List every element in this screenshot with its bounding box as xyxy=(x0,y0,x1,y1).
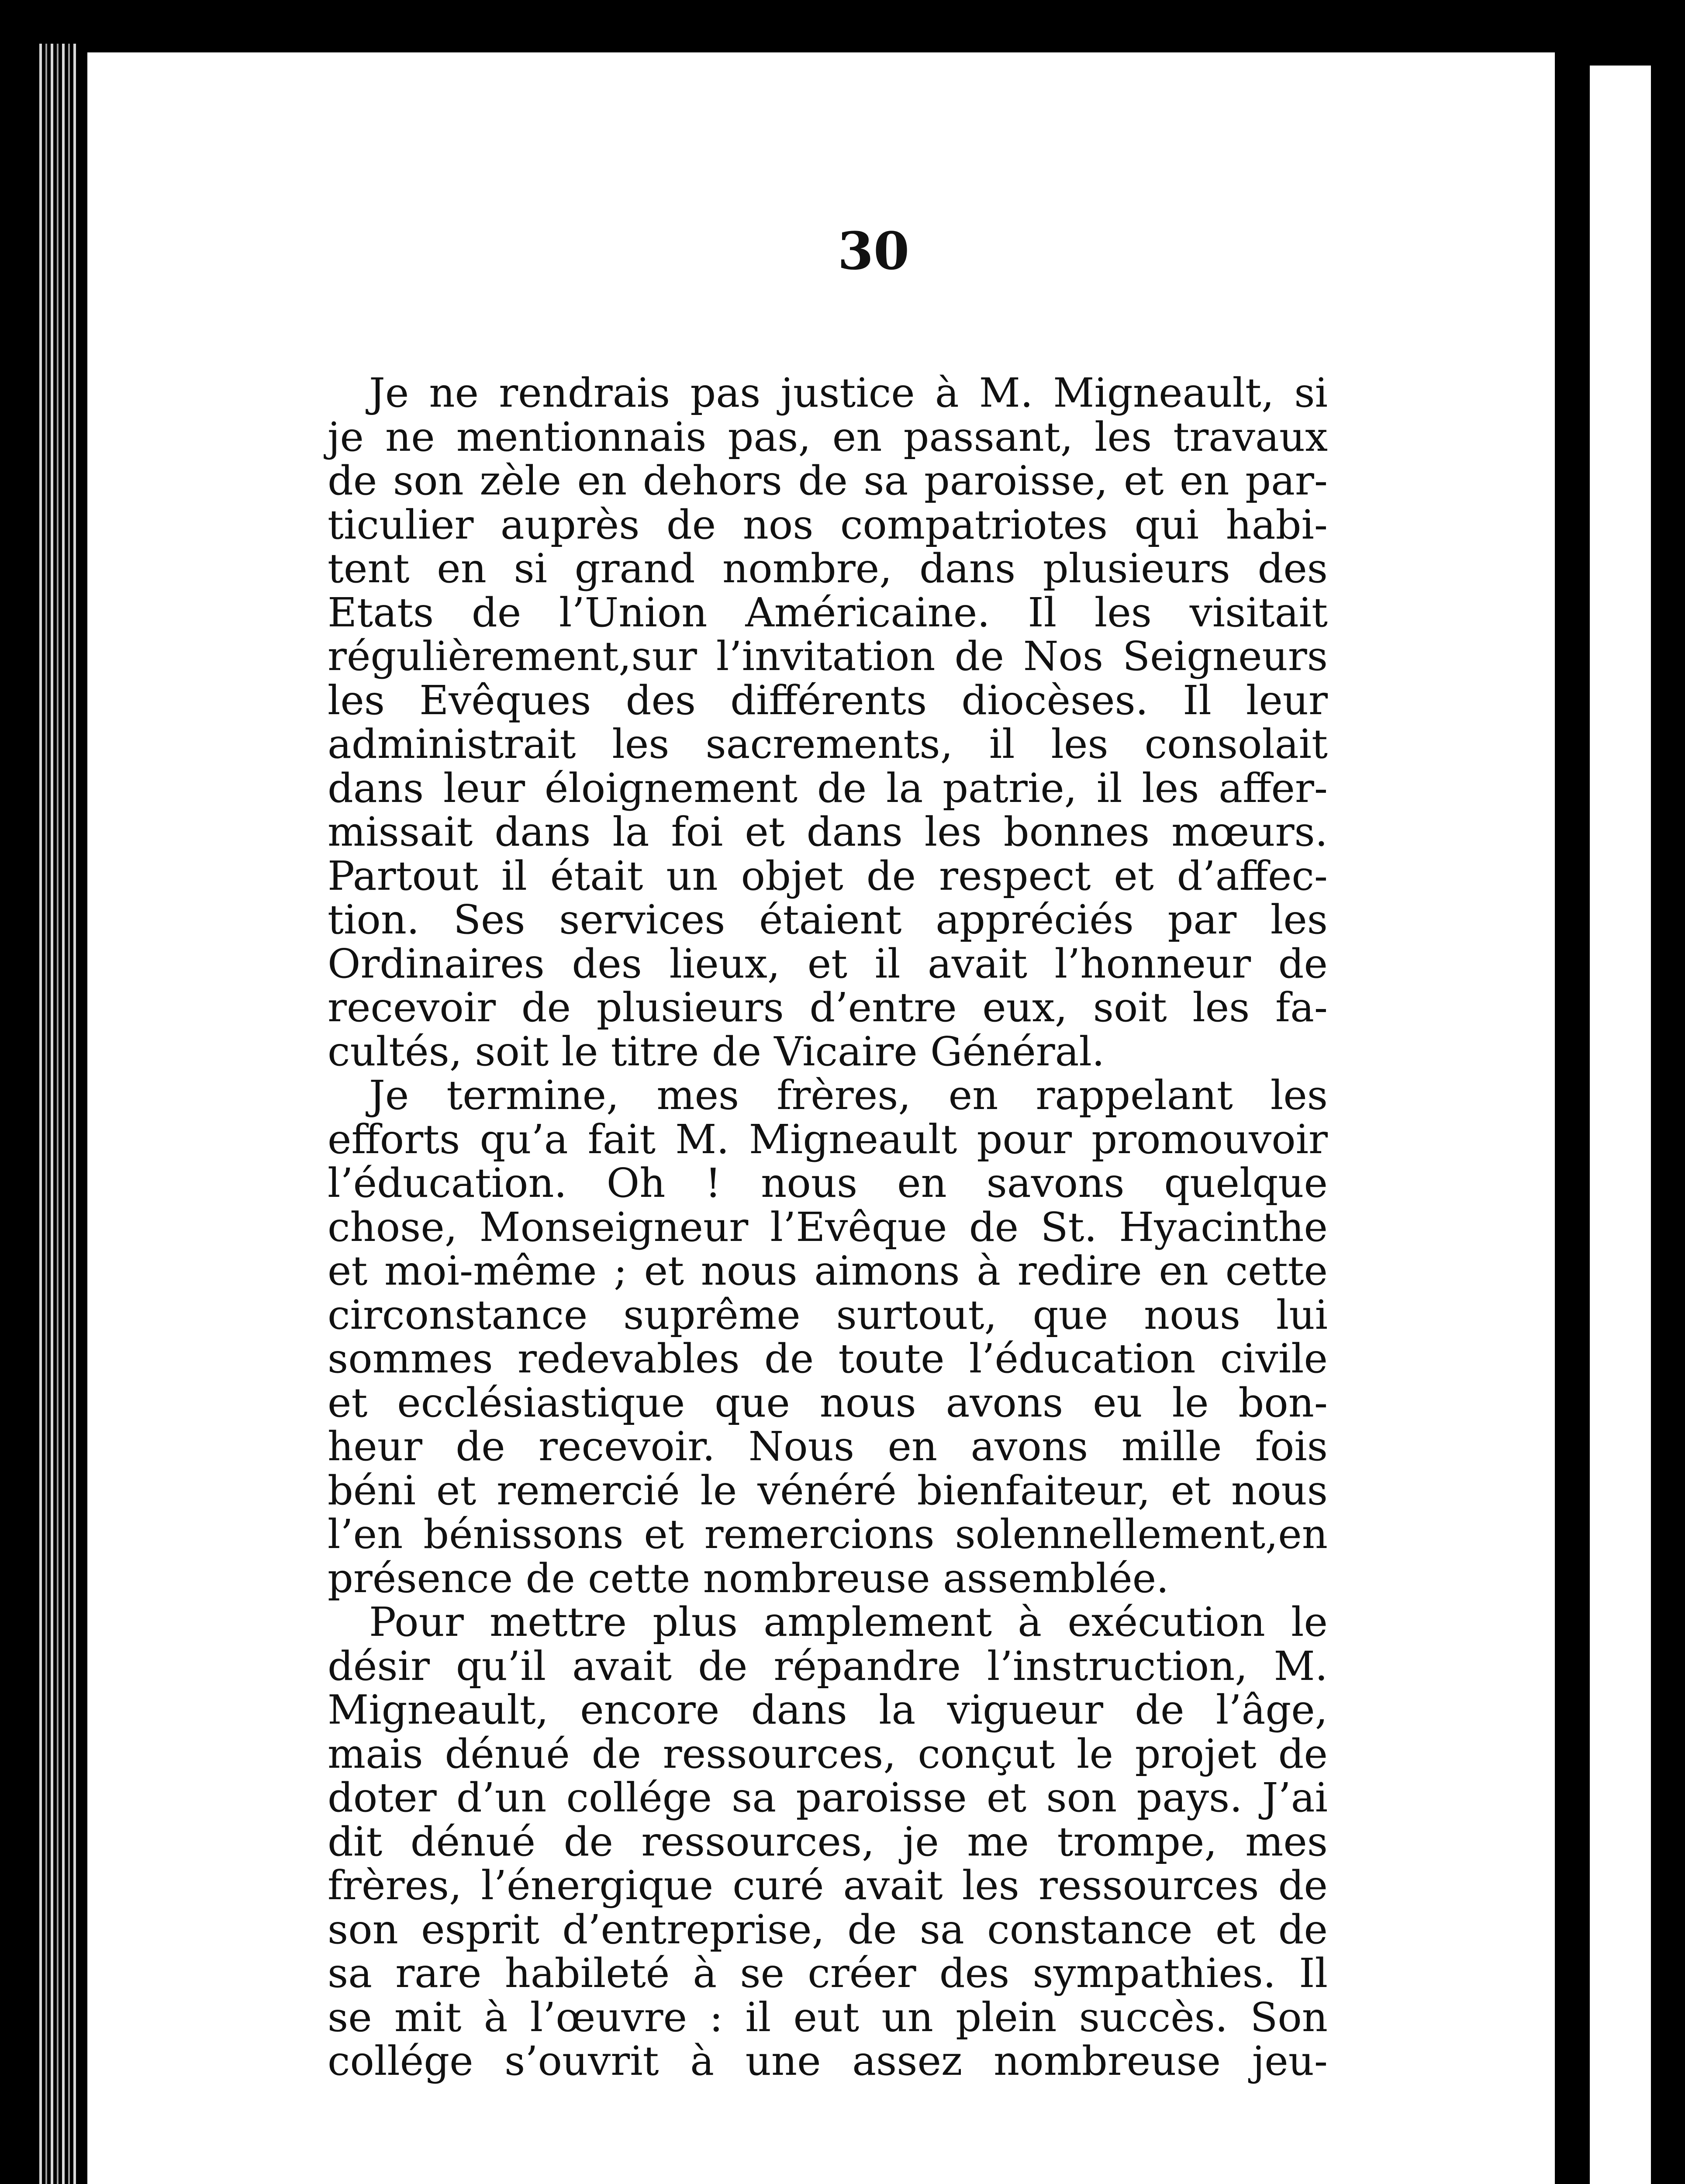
text-line: Ordinaires des lieux, et il avait l’honneur de xyxy=(328,940,1328,987)
text-line: béni et remercié le vénéré bienfaiteur, et nous xyxy=(328,1467,1328,1514)
page-number: 30 xyxy=(837,221,910,281)
page-body-text xyxy=(328,371,1328,2084)
text-line: Migneault, encore dans la vigueur de l’âge, xyxy=(328,1686,1328,1733)
text-line: sa rare habileté à se créer des sympathies. Il xyxy=(328,1950,1328,1997)
text-line: circonstance suprême surtout, que nous lui xyxy=(328,1291,1328,1338)
text-line: recevoir de plusieurs d’entre eux, soit les fa- xyxy=(328,984,1328,1031)
text-line: tent en si grand nombre, dans plusieurs des xyxy=(328,545,1328,592)
text-line: mais dénué de ressources, conçut le projet de xyxy=(328,1730,1328,1777)
text-line: cultés, soit le titre de Vicaire Général. xyxy=(328,1028,1105,1075)
text-line: son esprit d’entreprise, de sa constance et de xyxy=(328,1906,1328,1953)
text-line: missait dans la foi et dans les bonnes mœurs. xyxy=(328,809,1328,855)
text-line: régulièrement,sur l’invitation de Nos Seigneurs xyxy=(328,633,1328,680)
text-line: de son zèle en dehors de sa paroisse, et en par- xyxy=(328,457,1328,504)
page-left-edge-shadow xyxy=(39,44,79,2184)
text-line: présence de cette nombreuse assemblée. xyxy=(328,1555,1169,1602)
text-line: doter d’un collége sa paroisse et son pays. J’ai xyxy=(328,1774,1328,1821)
text-line: se mit à l’œuvre : il eut un plein succès. Son xyxy=(328,1994,1328,2041)
text-line: et ecclésiastique que nous avons eu le bon- xyxy=(328,1379,1328,1426)
text-line: collége s’ouvrit à une assez nombreuse jeu- xyxy=(328,2038,1328,2084)
text-line: tion. Ses services étaient appréciés par les xyxy=(328,896,1328,943)
text-line: ticulier auprès de nos compatriotes qui habi- xyxy=(328,501,1328,548)
adjacent-page-edge xyxy=(1590,66,1651,2184)
text-line: administrait les sacrements, il les consolait xyxy=(328,721,1328,767)
text-line: Je termine, mes frères, en rappelant les xyxy=(369,1072,1328,1119)
text-line: efforts qu’a fait M. Migneault pour promouvoir xyxy=(328,1116,1328,1163)
text-line: je ne mentionnais pas, en passant, les travaux xyxy=(328,413,1328,460)
text-line: heur de recevoir. Nous en avons mille fois xyxy=(328,1423,1328,1470)
text-line: Pour mettre plus amplement à exécution le xyxy=(369,1599,1328,1645)
text-line: Partout il était un objet de respect et d’affec- xyxy=(328,852,1328,899)
text-line: Etats de l’Union Américaine. Il les visitait xyxy=(328,589,1328,636)
text-line: les Evêques des différents diocèses. Il leur xyxy=(328,677,1328,724)
text-line: frères, l’énergique curé avait les ressources de xyxy=(328,1862,1328,1909)
text-line: Je ne rendrais pas justice à M. Migneault, si xyxy=(369,370,1328,416)
text-line: l’éducation. Oh ! nous en savons quelque xyxy=(328,1160,1328,1206)
text-line: et moi-même ; et nous aimons à redire en cette xyxy=(328,1248,1328,1294)
text-line: l’en bénissons et remercions solennellement,en xyxy=(328,1511,1328,1558)
text-line: dit dénué de ressources, je me trompe, mes xyxy=(328,1818,1328,1865)
text-line: sommes redevables de toute l’éducation civile xyxy=(328,1335,1328,1382)
text-line: dans leur éloignement de la patrie, il les affer- xyxy=(328,764,1328,812)
text-line: chose, Monseigneur l’Evêque de St. Hyacinthe xyxy=(328,1203,1328,1251)
text-line: désir qu’il avait de répandre l’instruction, M. xyxy=(328,1642,1328,1690)
